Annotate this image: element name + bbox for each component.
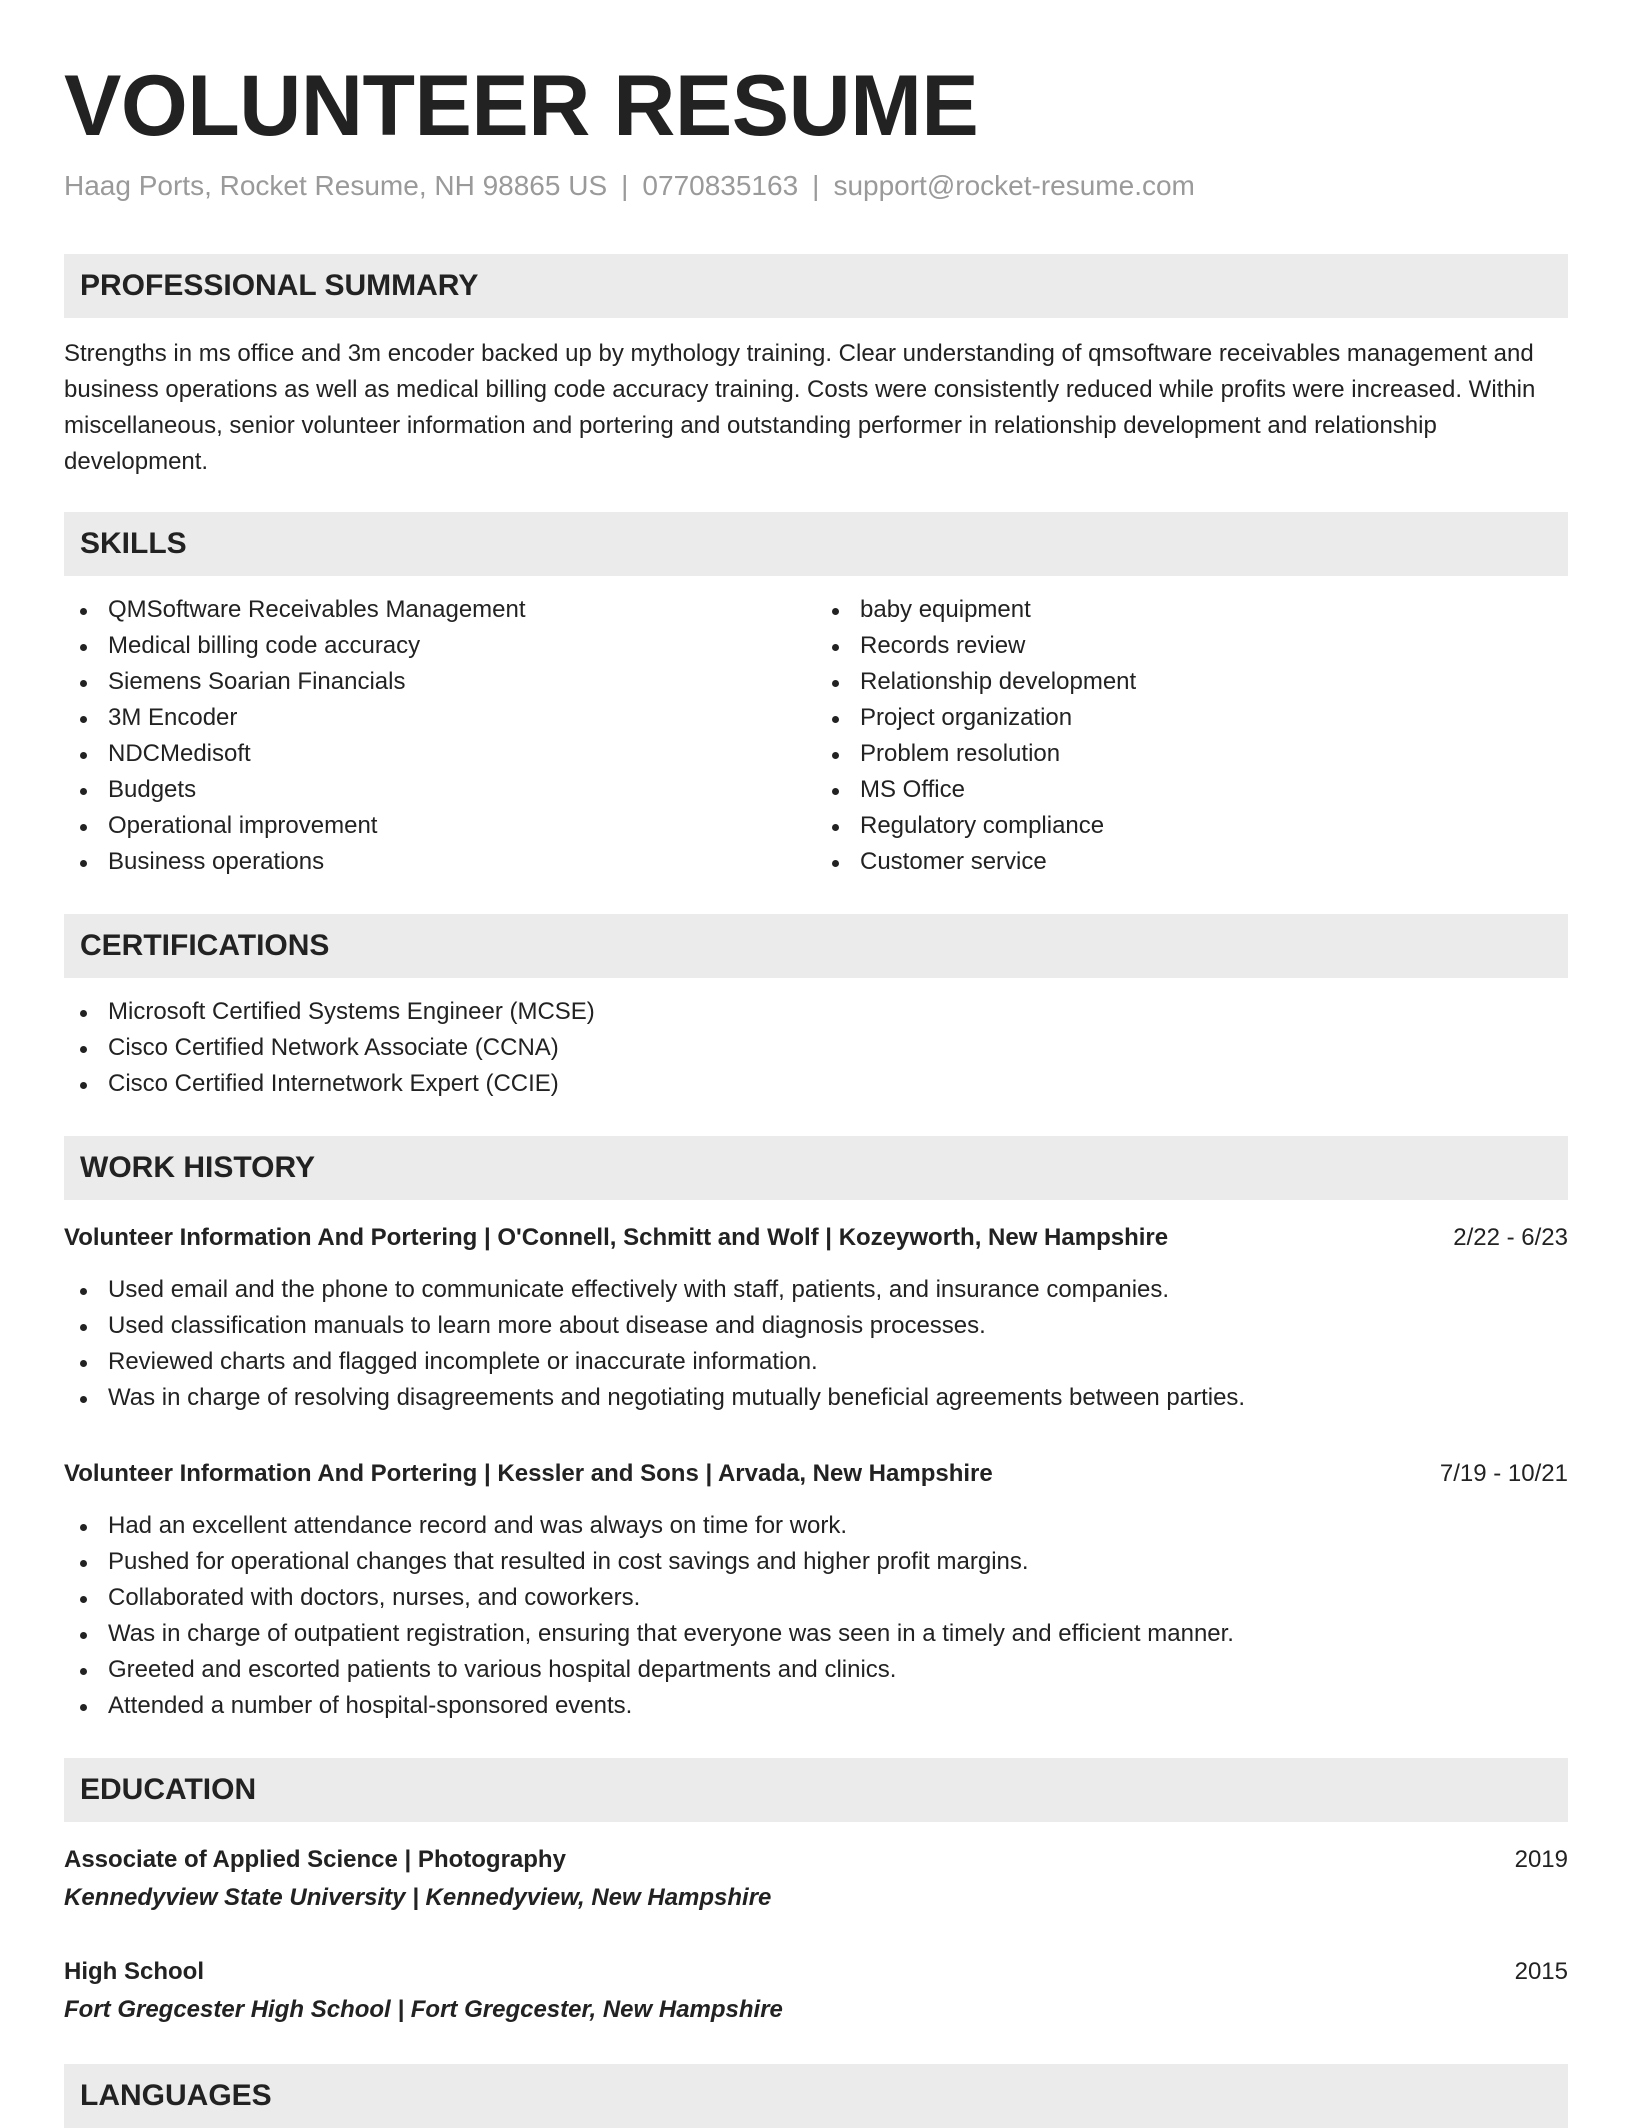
certification-item: Cisco Certified Internetwork Expert (CCIE) bbox=[64, 1066, 1568, 1102]
skill-item: 3M Encoder bbox=[64, 700, 816, 736]
certifications-list bbox=[64, 994, 1568, 1102]
education-header bbox=[64, 1954, 1568, 1990]
skill-item: baby equipment bbox=[816, 592, 1568, 628]
job-entry bbox=[64, 1220, 1568, 1416]
section-heading-skills: SKILLS bbox=[64, 512, 1568, 576]
resume-title: VOLUNTEER RESUME bbox=[64, 58, 979, 154]
contact-phone: 0770835163 bbox=[642, 170, 799, 201]
skill-item: Customer service bbox=[816, 844, 1568, 880]
job-entry bbox=[64, 1456, 1568, 1724]
education-year: 2019 bbox=[1514, 1846, 1568, 1873]
section-heading-certifications: CERTIFICATIONS bbox=[64, 914, 1568, 978]
job-bullet: Pushed for operational changes that resulted in cost savings and higher profit margins. bbox=[64, 1544, 1568, 1580]
job-bullet: Was in charge of resolving disagreements and negotiating mutually beneficial agreements between parties. bbox=[64, 1380, 1568, 1416]
skill-item: Operational improvement bbox=[64, 808, 816, 844]
section-heading-education: EDUCATION bbox=[64, 1758, 1568, 1822]
skill-item: Regulatory compliance bbox=[816, 808, 1568, 844]
job-bullet: Was in charge of outpatient registration, ensuring that everyone was seen in a timely and efficient manner. bbox=[64, 1616, 1568, 1652]
skills-grid bbox=[64, 592, 1568, 880]
section-heading-summary: PROFESSIONAL SUMMARY bbox=[64, 254, 1568, 318]
skill-item: Records review bbox=[816, 628, 1568, 664]
job-dates: 7/19 - 10/21 bbox=[1439, 1460, 1568, 1487]
section-heading-languages: LANGUAGES bbox=[64, 2064, 1568, 2128]
contact-separator: | bbox=[621, 170, 629, 201]
job-bullets bbox=[64, 1272, 1568, 1416]
summary-text: Strengths in ms office and 3m encoder backed up by mythology training. Clear understanding of qmsoftware receivables management and business operations as well as medical billing code accuracy training. Costs were consistently reduced while profits were increased. Within miscellaneous, senior volunteer information and portering and outstanding performer in relationship development and relationship development. bbox=[64, 340, 1536, 475]
education-header bbox=[64, 1842, 1568, 1878]
skill-item: QMSoftware Receivables Management bbox=[64, 592, 816, 628]
education-school: Kennedyview State University | Kennedyview, New Hampshire bbox=[64, 1884, 772, 1911]
skill-item: Medical billing code accuracy bbox=[64, 628, 816, 664]
job-bullet: Attended a number of hospital-sponsored events. bbox=[64, 1688, 1568, 1724]
skills-list-left bbox=[64, 592, 816, 880]
contact-address: Haag Ports, Rocket Resume, NH 98865 US bbox=[64, 170, 608, 201]
skill-item: Relationship development bbox=[816, 664, 1568, 700]
contact-line bbox=[64, 168, 1568, 204]
job-bullet: Used classification manuals to learn more about disease and diagnosis processes. bbox=[64, 1308, 1568, 1344]
contact-email: support@rocket-resume.com bbox=[833, 170, 1195, 201]
job-bullet: Used email and the phone to communicate effectively with staff, patients, and insurance companies. bbox=[64, 1272, 1568, 1308]
skill-item: NDCMedisoft bbox=[64, 736, 816, 772]
job-bullet: Collaborated with doctors, nurses, and coworkers. bbox=[64, 1580, 1568, 1616]
skill-item: Project organization bbox=[816, 700, 1568, 736]
education-entry bbox=[64, 1954, 1568, 2030]
job-bullet: Had an excellent attendance record and was always on time for work. bbox=[64, 1508, 1568, 1544]
skill-item: MS Office bbox=[816, 772, 1568, 808]
education-degree: High School bbox=[64, 1958, 204, 1985]
skill-item: Business operations bbox=[64, 844, 816, 880]
education-degree: Associate of Applied Science | Photography bbox=[64, 1846, 566, 1873]
job-header bbox=[64, 1220, 1568, 1256]
contact-separator: | bbox=[812, 170, 820, 201]
certification-item: Microsoft Certified Systems Engineer (MCSE) bbox=[64, 994, 1568, 1030]
job-title: Volunteer Information And Portering | O'Connell, Schmitt and Wolf | Kozeyworth, New Hampshire bbox=[64, 1224, 1169, 1251]
job-bullets bbox=[64, 1508, 1568, 1724]
job-header bbox=[64, 1456, 1568, 1492]
certification-item: Cisco Certified Network Associate (CCNA) bbox=[64, 1030, 1568, 1066]
education-entry bbox=[64, 1842, 1568, 1918]
education-school: Fort Gregcester High School | Fort Gregcester, New Hampshire bbox=[64, 1996, 783, 2023]
skill-item: Budgets bbox=[64, 772, 816, 808]
job-bullet: Greeted and escorted patients to various hospital departments and clinics. bbox=[64, 1652, 1568, 1688]
skills-list-right bbox=[816, 592, 1568, 880]
section-heading-work-history: WORK HISTORY bbox=[64, 1136, 1568, 1200]
job-bullet: Reviewed charts and flagged incomplete or inaccurate information. bbox=[64, 1344, 1568, 1380]
job-dates: 2/22 - 6/23 bbox=[1453, 1224, 1568, 1251]
education-year: 2015 bbox=[1514, 1958, 1568, 1985]
skill-item: Problem resolution bbox=[816, 736, 1568, 772]
job-title: Volunteer Information And Portering | Kessler and Sons | Arvada, New Hampshire bbox=[64, 1460, 993, 1487]
skill-item: Siemens Soarian Financials bbox=[64, 664, 816, 700]
